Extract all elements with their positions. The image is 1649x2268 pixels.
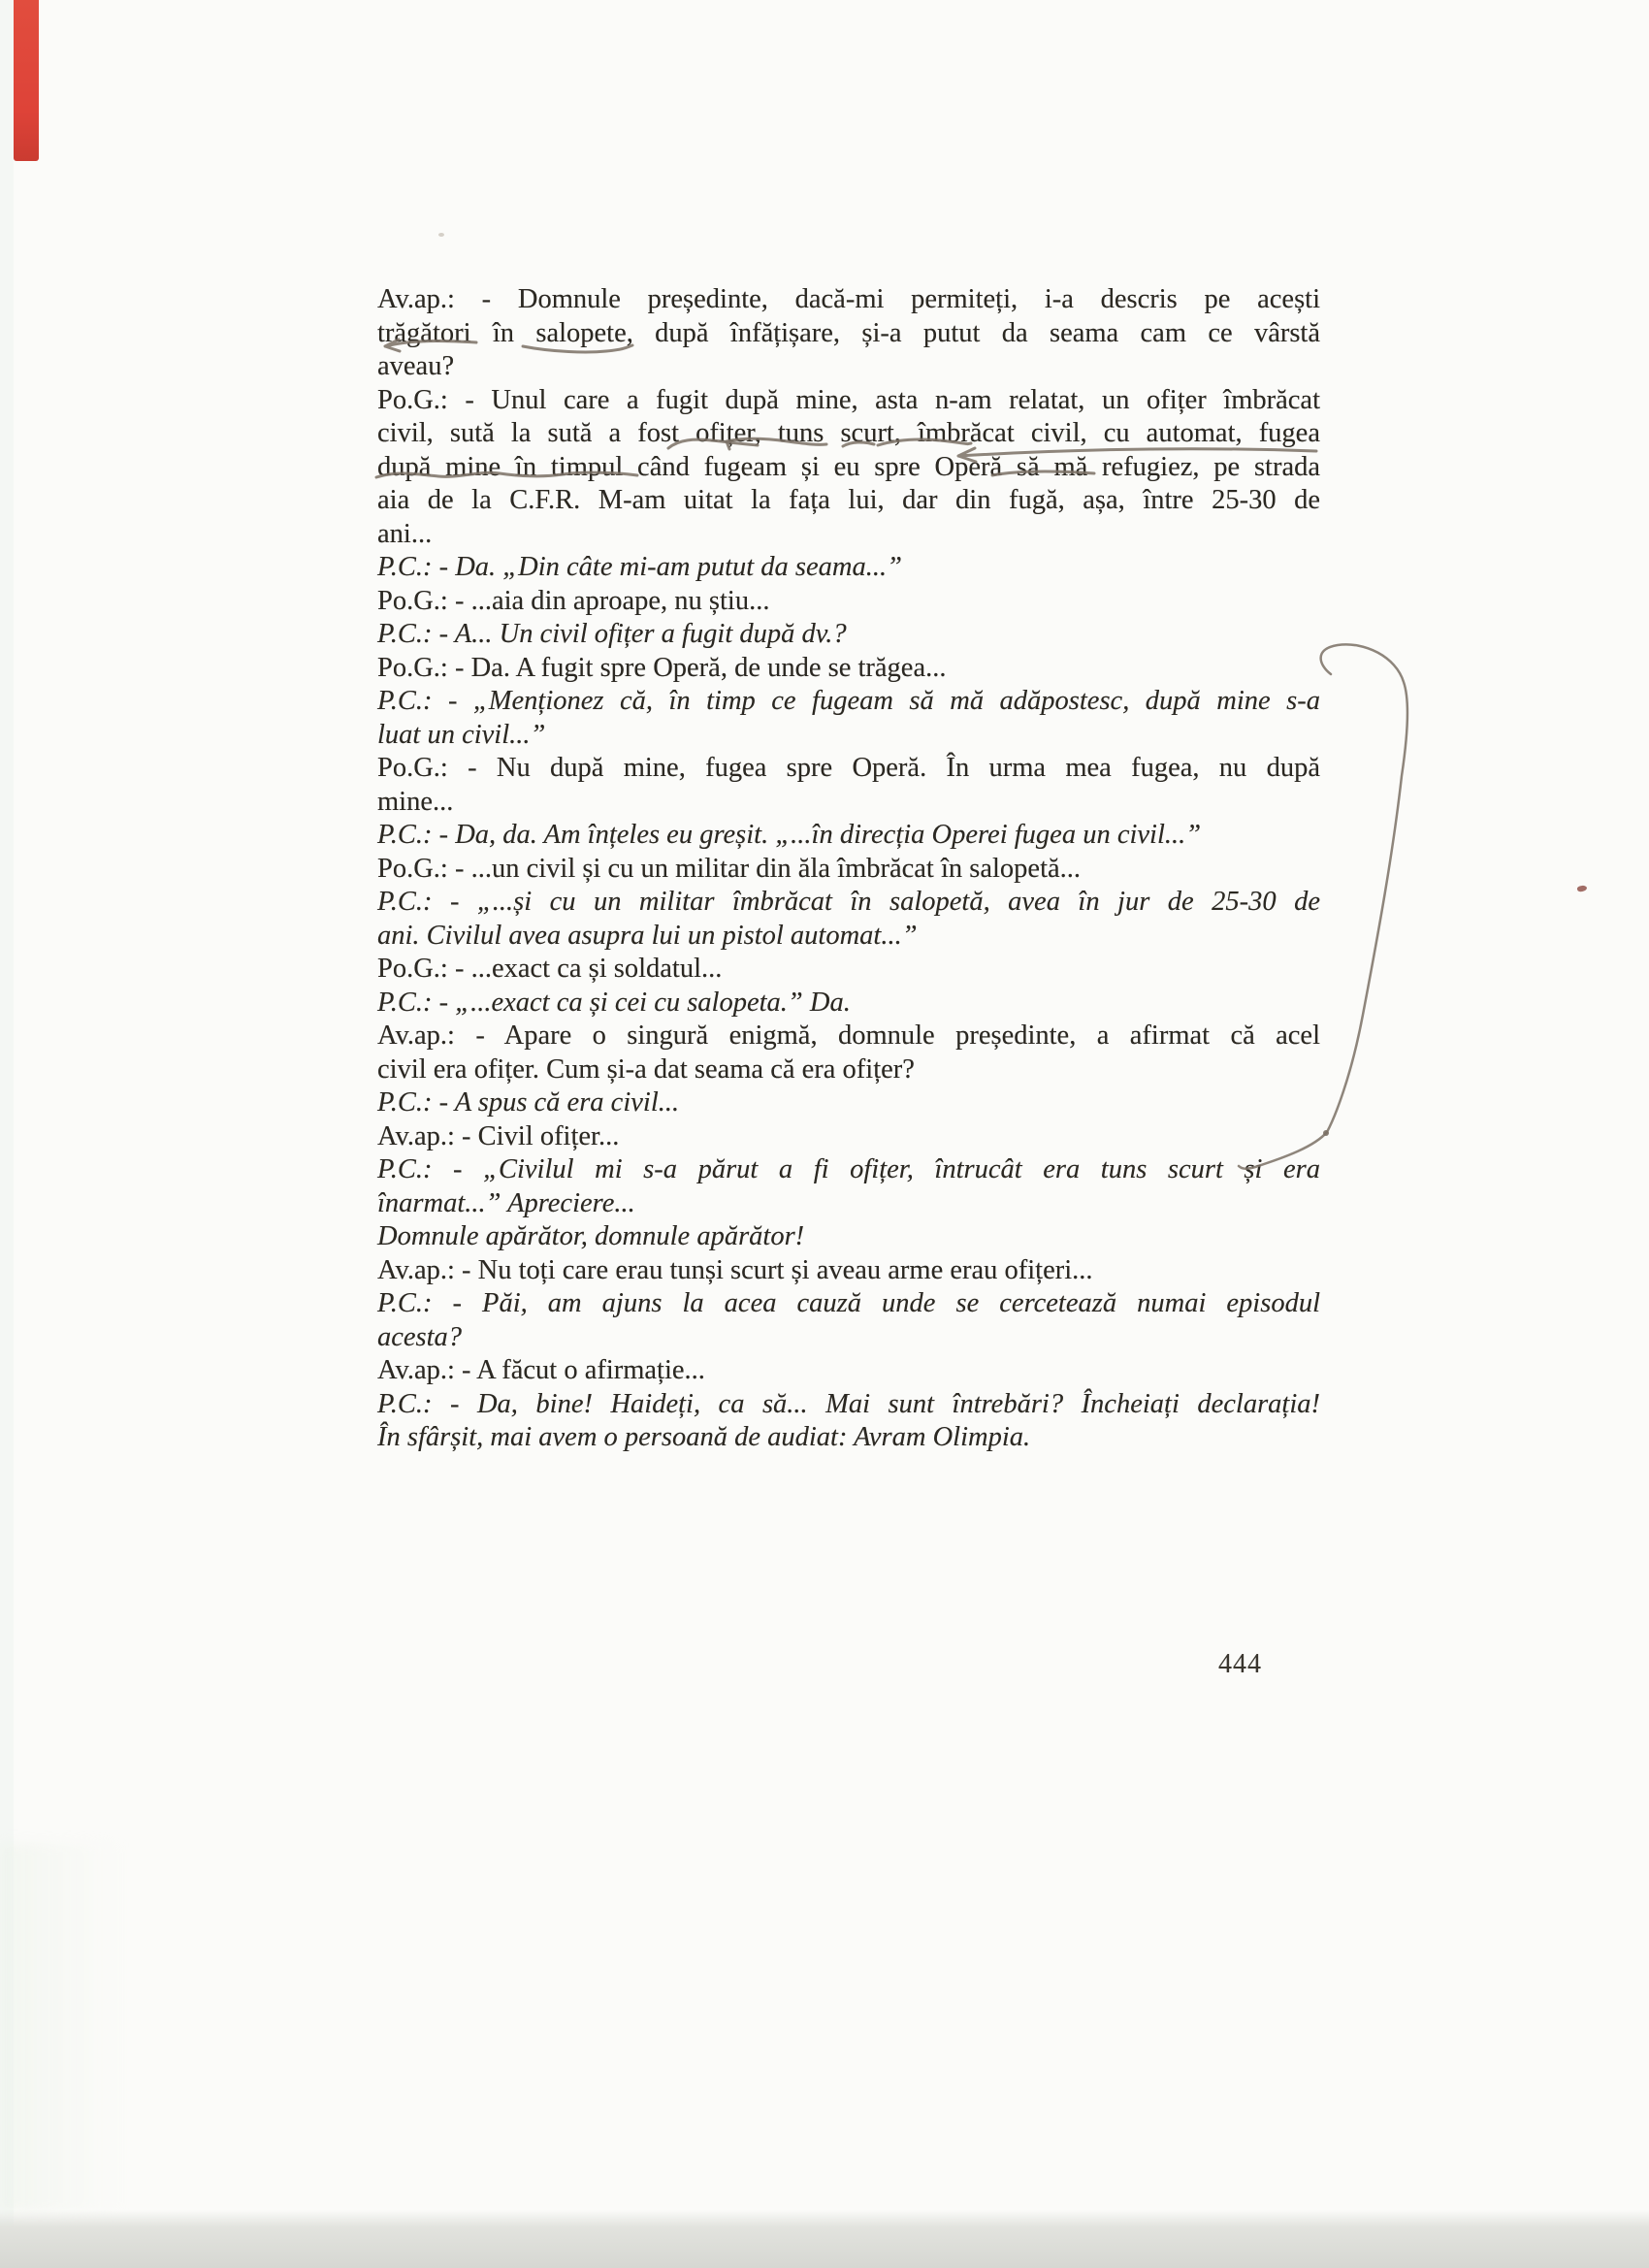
text-line: În sfârșit, mai avem o persoană de audiat: Avram Olimpia. [377, 1422, 1031, 1452]
text-line: Po.G.: - Nu după mine, fugea spre Operă. În urma mea fugea, nu după [377, 753, 1320, 783]
utterance [377, 1153, 1320, 1220]
text-line: Av.ap.: - Domnule președinte, dacă-mi permiteți, i-a descris pe acești [377, 284, 1320, 314]
text-line: mine... [377, 786, 454, 817]
scan-red-bar-artifact [14, 0, 39, 161]
utterance [377, 1354, 1320, 1388]
text-line: P.C.: - „...și cu un militar îmbrăcat în salopetă, avea în jur de 25-30 de [377, 887, 1320, 917]
utterance [377, 1254, 1320, 1288]
utterance [377, 1220, 1320, 1254]
scan-speck [438, 233, 444, 237]
text-line: Domnule apărător, domnule apărător! [377, 1221, 805, 1251]
text-line: Po.G.: - Unul care a fugit după mine, asta n-am relatat, un ofițer îmbrăcat [377, 384, 1320, 415]
text-line: trăgători în salopete, după înfățișare, și-a putut da seama cam ce vârstă [377, 317, 1320, 348]
text-line: Av.ap.: - Apare o singură enigmă, domnule președinte, a afirmat că acel [377, 1021, 1320, 1051]
utterance [377, 1086, 1320, 1120]
utterance [377, 886, 1320, 953]
text-line: P.C.: - A... Un civil ofițer a fugit după dv.? [377, 619, 847, 649]
utterance [377, 987, 1320, 1021]
utterance [377, 819, 1320, 853]
text-line: P.C.: - „Civilul mi s-a părut a fi ofițer, întrucât era tuns scurt și era [377, 1154, 1320, 1184]
dialogue [377, 283, 1320, 1455]
text-line: ani... [377, 518, 433, 549]
utterance [377, 953, 1320, 987]
utterance [377, 283, 1320, 384]
utterance [377, 1287, 1320, 1354]
utterance [377, 685, 1320, 752]
text-line: P.C.: - „...exact ca și cei cu salopeta.” Da. [377, 987, 851, 1018]
text-line: luat un civil...” [377, 719, 546, 750]
text-line: civil, sută la sută a fost ofițer, tuns scurt, îmbrăcat civil, cu automat, fugea [377, 418, 1320, 448]
utterance [377, 652, 1320, 686]
utterance [377, 1020, 1320, 1086]
text-line: Av.ap.: - Civil ofițer... [377, 1120, 620, 1151]
utterance [377, 384, 1320, 552]
utterance [377, 1120, 1320, 1154]
text-line: aia de la C.F.R. M-am uitat la fața lui, dar din fugă, așa, între 25-30 de [377, 485, 1320, 515]
utterance [377, 585, 1320, 619]
text-line: Po.G.: - Da. A fugit spre Operă, de unde se trăgea... [377, 652, 947, 683]
text-line: ani. Civilul avea asupra lui un pistol automat...” [377, 920, 918, 951]
text-line: acesta? [377, 1321, 463, 1352]
text-line: P.C.: - „Menționez că, în timp ce fugeam să mă adăpostesc, după mine s-a [377, 686, 1320, 716]
scan-green-wash [0, 1843, 126, 2212]
text-line: civil era ofițer. Cum și-a dat seama că era ofițer? [377, 1053, 915, 1085]
text-line: Av.ap.: - A făcut o afirmație... [377, 1355, 705, 1385]
text-line: Po.G.: - ...un civil și cu un militar din ăla îmbrăcat în salopetă... [377, 853, 1082, 884]
text-line: aveau? [377, 351, 455, 381]
text-line: înarmat...” Apreciere... [377, 1187, 635, 1218]
text-line: P.C.: - Da. „Din câte mi-am putut da seama...” [377, 552, 902, 582]
utterance [377, 551, 1320, 585]
text-line: Po.G.: - ...exact ca și soldatul... [377, 954, 723, 984]
utterance [377, 618, 1320, 652]
text-line: P.C.: - Da, bine! Haideți, ca să... Mai sunt întrebări? Încheiați declarația! [377, 1388, 1320, 1419]
utterance [377, 752, 1320, 819]
text-line: P.C.: - Păi, am ajuns la acea cauză unde se cercetează numai episodul [377, 1288, 1320, 1318]
scan-bottom-band [0, 2210, 1649, 2268]
utterance [377, 1388, 1320, 1455]
text-line: Av.ap.: - Nu toți care erau tunși scurt și aveau arme erau ofițeri... [377, 1254, 1093, 1285]
text-line: P.C.: - Da, da. Am înțeles eu greșit. „...în direcția Operei fugea un civil...” [377, 820, 1202, 850]
text-line: după mine în timpul când fugeam și eu spre Operă să mă refugiez, pe strada [377, 451, 1320, 482]
text-line: Po.G.: - ...aia din aproape, nu știu... [377, 585, 770, 616]
utterance [377, 853, 1320, 887]
pencil-ink-dot [1323, 1130, 1329, 1136]
scan-speck [1576, 885, 1587, 892]
page-number: 444 [1218, 1649, 1262, 1679]
text-line: P.C.: - A spus că era civil... [377, 1087, 680, 1118]
